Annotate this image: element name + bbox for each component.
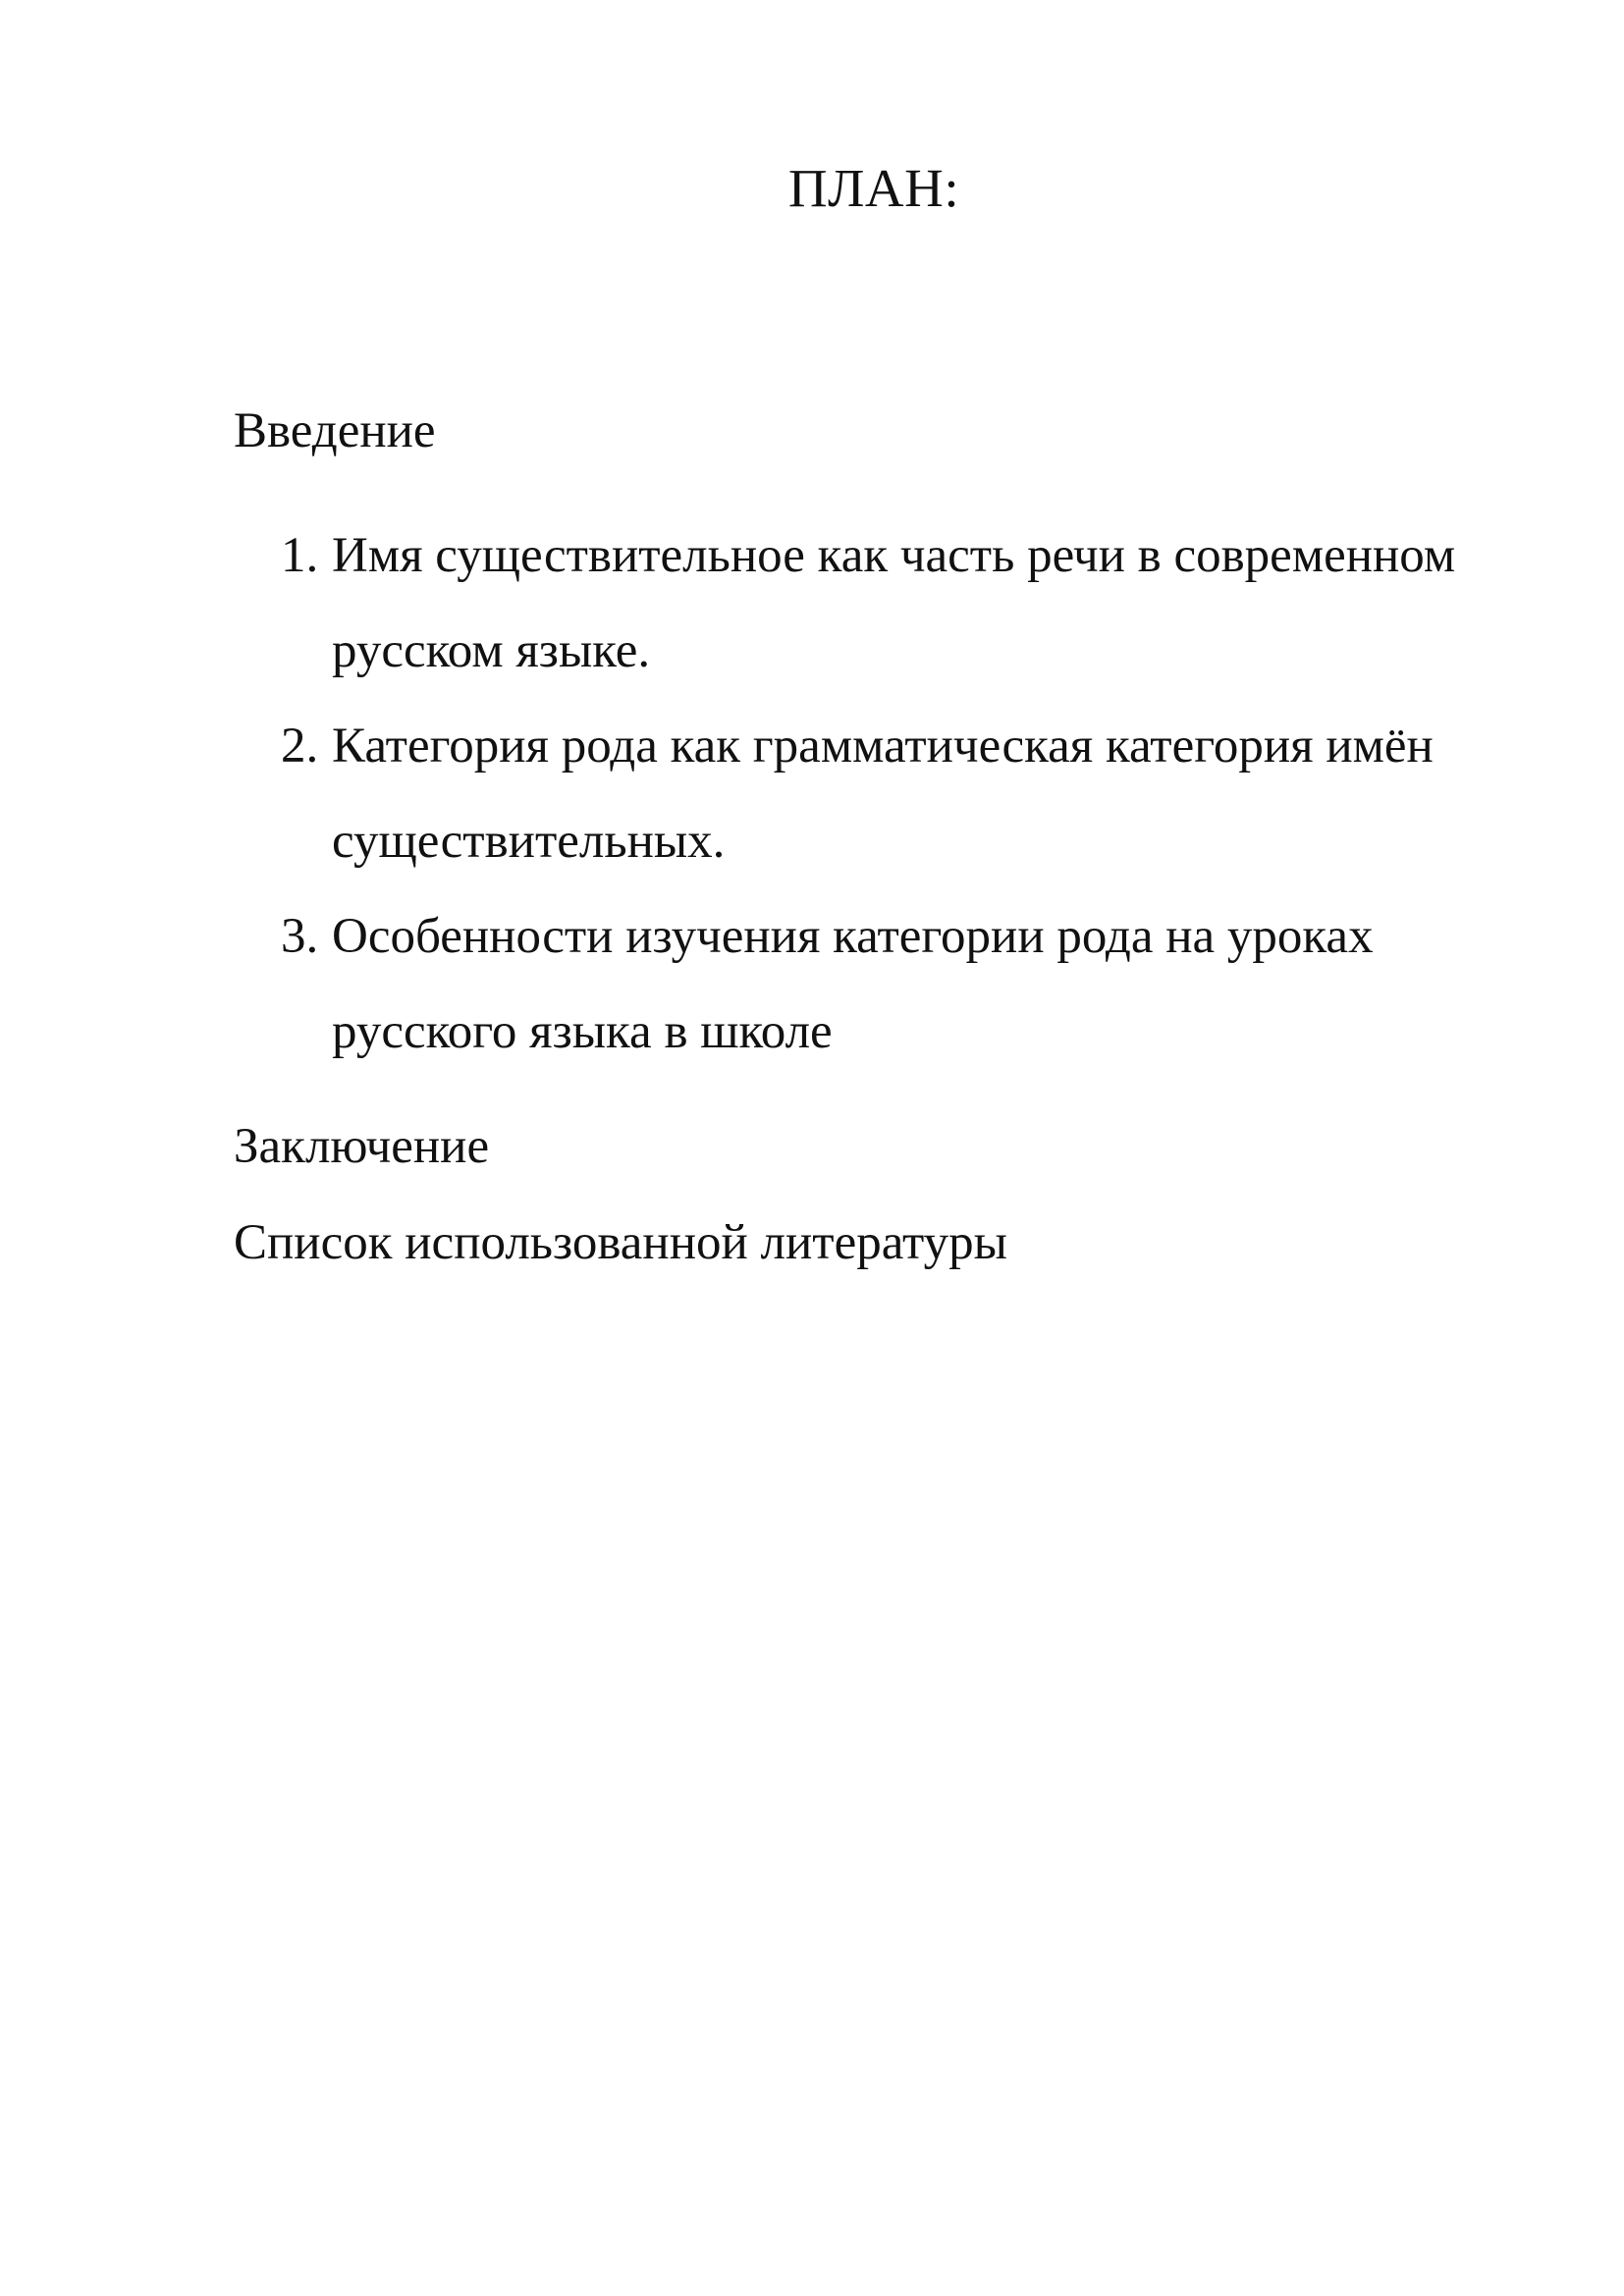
plan-list-item [0, 707, 1624, 897]
plan-item-text: Особенности изучения категории рода на уроках русского языка в школе [332, 909, 1374, 1059]
plan-item-number: 2. [281, 719, 319, 774]
conclusion-heading: Заключение [234, 1119, 490, 1174]
plan-item-number: 1. [281, 528, 319, 583]
plan-item-text: Имя существительное как часть речи в современном русском языке. [332, 528, 1456, 678]
plan-list-item [0, 516, 1624, 707]
page-title: ПЛАН: [787, 158, 960, 218]
plan-list-item [0, 897, 1624, 1088]
plan-item-text: Категория рода как грамматическая категория имён существительных. [332, 719, 1434, 869]
references-heading: Список использованной литературы [234, 1215, 1007, 1270]
plan-item-number: 3. [281, 909, 319, 964]
plan-list [0, 516, 1624, 1088]
introduction-heading: Введение [234, 403, 436, 458]
